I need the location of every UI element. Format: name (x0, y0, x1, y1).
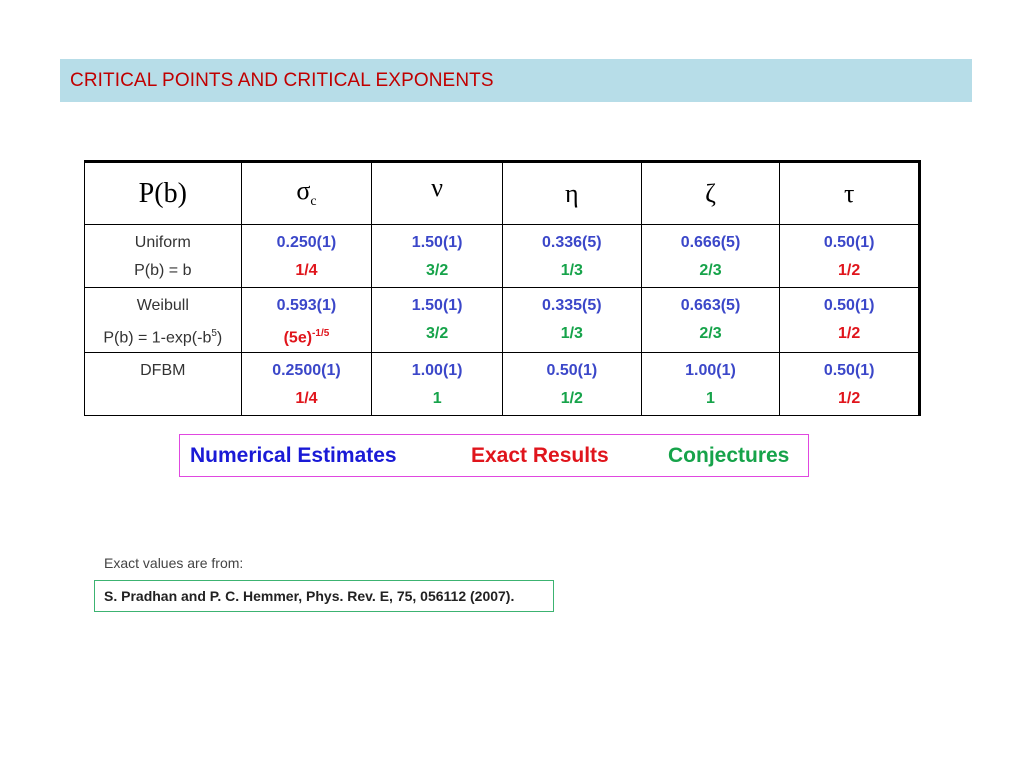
tau-cell (780, 225, 920, 288)
table-header-row (85, 162, 920, 225)
header-sigma-sub: c (310, 194, 317, 210)
legend-conjectures: Conjectures (668, 443, 790, 467)
reference-box (94, 580, 554, 612)
row-label-name: Weibull (136, 297, 189, 314)
numerical-value: 0.666(5) (680, 234, 741, 251)
exponents-table (84, 160, 921, 416)
table-row (85, 288, 920, 353)
conjecture-value: 1 (432, 390, 442, 408)
conjecture-value: 1 (706, 390, 715, 408)
conjecture-value: 2/3 (699, 325, 722, 342)
formula-base: P(b) = 1-exp(-b (103, 329, 212, 347)
exact-value: 1/4 (295, 390, 318, 408)
sigma-cell (241, 353, 372, 416)
numerical-value: 0.663(5) (680, 297, 741, 314)
header-sigma-c (241, 162, 372, 225)
nu-cell (372, 288, 503, 353)
numerical-value: 0.50(1) (823, 234, 875, 251)
exact-value: 1/4 (295, 262, 318, 279)
title-bar (60, 59, 972, 102)
numerical-value: 0.336(5) (542, 234, 602, 251)
conjecture-value: 3/2 (426, 262, 449, 279)
exact-base: (5e) (283, 329, 313, 347)
numerical-value: 0.593(1) (276, 297, 337, 314)
row-label-formula: P(b) = b (134, 262, 192, 279)
page-title: CRITICAL POINTS AND CRITICAL EXPONENTS (70, 69, 494, 91)
header-nu (372, 162, 503, 225)
numerical-value: 0.2500(1) (272, 362, 341, 380)
header-pb: P(b) (85, 162, 242, 225)
nu-cell (372, 353, 503, 416)
header-nu-label: ν (431, 173, 444, 202)
numerical-value: 0.50(1) (546, 362, 598, 380)
reference-citation: S. Pradhan and P. C. Hemmer, Phys. Rev. E, 75, 056112 (2007). (104, 588, 515, 604)
table-row (85, 225, 920, 288)
conjecture-value: 1/3 (560, 325, 583, 342)
nu-cell (372, 225, 503, 288)
eta-cell (502, 353, 641, 416)
eta-cell (502, 288, 641, 353)
exact-value: 1/2 (838, 325, 861, 342)
numerical-value: 0.335(5) (542, 297, 602, 314)
exact-exponent: -1/5 (312, 328, 330, 339)
header-eta: η (502, 162, 641, 225)
numerical-value: 1.00(1) (685, 362, 736, 380)
row-label-cell (85, 353, 242, 416)
header-sigma-base: σ (296, 176, 311, 206)
row-label-cell (85, 288, 242, 353)
zeta-cell (641, 225, 780, 288)
sigma-cell (241, 288, 372, 353)
numerical-value: 0.50(1) (823, 297, 875, 314)
formula-end: ) (216, 329, 223, 347)
color-legend (179, 434, 809, 477)
numerical-value: 1.50(1) (411, 297, 463, 314)
row-label-name: Uniform (134, 234, 191, 251)
source-note: Exact values are from: (104, 555, 244, 571)
formula-exponent: 5 (211, 328, 217, 339)
table-row (85, 353, 920, 416)
tau-cell (780, 353, 920, 416)
row-label-formula (85, 320, 241, 352)
zeta-cell (641, 288, 780, 353)
header-tau: τ (780, 162, 920, 225)
exact-value: 1/2 (838, 262, 861, 279)
conjecture-value: 2/3 (699, 262, 722, 279)
zeta-cell (641, 353, 780, 416)
row-label-name: DFBM (140, 362, 186, 380)
eta-cell (502, 225, 641, 288)
conjecture-value: 1/3 (560, 262, 583, 279)
tau-cell (780, 288, 920, 353)
conjecture-value: 3/2 (426, 325, 449, 342)
legend-exact-results: Exact Results (471, 443, 609, 467)
row-label-cell (85, 225, 242, 288)
header-zeta: ζ (641, 162, 780, 225)
exact-value (242, 320, 372, 352)
legend-numerical-estimates: Numerical Estimates (190, 443, 397, 467)
sigma-cell (241, 225, 372, 288)
numerical-value: 0.250(1) (276, 234, 337, 251)
numerical-value: 1.00(1) (411, 362, 463, 380)
exact-value: 1/2 (838, 390, 861, 408)
numerical-value: 1.50(1) (411, 234, 463, 251)
conjecture-value: 1/2 (560, 390, 583, 408)
numerical-value: 0.50(1) (823, 362, 875, 380)
